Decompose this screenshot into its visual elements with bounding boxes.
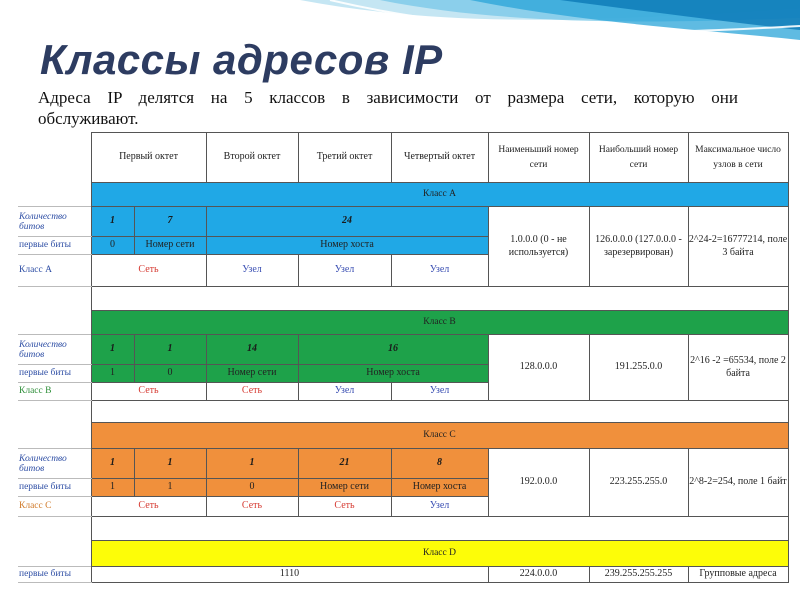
- class-d-first-bits: 1110: [91, 567, 488, 583]
- class-a-label: Класс А: [18, 255, 91, 287]
- class-b-band-row: [18, 311, 788, 335]
- class-a-role-1: Сеть: [91, 255, 206, 287]
- header-min-net: Наименьший номер сети: [488, 133, 589, 183]
- class-c-fb-4: Номер сети: [298, 479, 391, 497]
- bits-count-label: Количество битов: [18, 449, 91, 479]
- class-a-max-hosts: 2^24-2=16777214, поле 3 байта: [688, 207, 788, 287]
- class-c-bits-5: 8: [391, 449, 488, 479]
- class-b-label: Класс B: [18, 383, 91, 401]
- class-c-bits-2: 1: [134, 449, 206, 479]
- class-c-band: Класс C: [91, 423, 788, 449]
- slide-title: Классы адресов IP: [40, 36, 443, 83]
- slide-subtitle: Адреса IP делятся на 5 классов в зависимости от размера сети, которую они обслуживают.: [38, 88, 738, 128]
- class-a-role-4: Узел: [391, 255, 488, 287]
- class-c-bits-row: [18, 449, 788, 479]
- class-b-fb-1: 1: [91, 365, 134, 383]
- class-d-min-net: 224.0.0.0: [488, 567, 589, 583]
- first-bits-label: первые биты: [18, 365, 91, 383]
- class-c-role-4: Узел: [391, 497, 488, 517]
- class-d-max-net: 239.255.255.255: [589, 567, 688, 583]
- class-b-max-net: 191.255.0.0: [589, 335, 688, 401]
- class-a-bits-2: 7: [134, 207, 206, 237]
- class-b-fb-2: 0: [134, 365, 206, 383]
- class-c-label: Класс С: [18, 497, 91, 517]
- class-b-role-4: Узел: [391, 383, 488, 401]
- class-b-bits-3: 14: [206, 335, 298, 365]
- first-bits-label: первые биты: [18, 479, 91, 497]
- class-c-fb-2: 1: [134, 479, 206, 497]
- header-row: [18, 133, 788, 183]
- class-a-role-2: Узел: [206, 255, 298, 287]
- header-third-octet: Третий октет: [298, 133, 391, 183]
- class-b-bits-2: 1: [134, 335, 206, 365]
- class-c-bits-3: 1: [206, 449, 298, 479]
- class-a-fb-2: Номер сети: [134, 237, 206, 255]
- class-c-role-3: Сеть: [298, 497, 391, 517]
- class-a-band: Класс A: [91, 183, 788, 207]
- class-a-role-3: Узел: [298, 255, 391, 287]
- class-c-fb-1: 1: [91, 479, 134, 497]
- class-a-bits-1: 1: [91, 207, 134, 237]
- ip-classes-table: [18, 132, 789, 583]
- class-c-max-hosts: 2^8-2=254, поле 1 байт: [688, 449, 788, 517]
- header-max-net: Наибольший номер сети: [589, 133, 688, 183]
- class-a-bits-row: [18, 207, 788, 237]
- class-a-max-net: 126.0.0.0 (127.0.0.0 - зарезервирован): [589, 207, 688, 287]
- class-b-bits-4: 16: [298, 335, 488, 365]
- class-b-role-1: Сеть: [91, 383, 206, 401]
- class-a-band-row: [18, 183, 788, 207]
- class-c-band-row: [18, 423, 788, 449]
- header-max-hosts: Максимальное число узлов в сети: [688, 133, 788, 183]
- class-d-band: Класс D: [91, 541, 788, 567]
- header-second-octet: Второй октет: [206, 133, 298, 183]
- class-c-fb-3: 0: [206, 479, 298, 497]
- class-a-bits-3: 24: [206, 207, 488, 237]
- bits-count-label: Количество битов: [18, 207, 91, 237]
- header-first-octet: Первый октет: [91, 133, 206, 183]
- class-b-max-hosts: 2^16 -2 =65534, поле 2 байта: [688, 335, 788, 401]
- header-fourth-octet: Четвертый октет: [391, 133, 488, 183]
- class-d-max-hosts: Групповые адреса: [688, 567, 788, 583]
- class-b-min-net: 128.0.0.0: [488, 335, 589, 401]
- class-d-row: [18, 567, 788, 583]
- class-c-bits-1: 1: [91, 449, 134, 479]
- class-b-bits-1: 1: [91, 335, 134, 365]
- class-a-min-net: 1.0.0.0 (0 - не используется): [488, 207, 589, 287]
- class-d-band-row: [18, 541, 788, 567]
- class-b-bits-row: [18, 335, 788, 365]
- class-b-fb-3: Номер сети: [206, 365, 298, 383]
- class-a-fb-1: 0: [91, 237, 134, 255]
- class-c-fb-5: Номер хоста: [391, 479, 488, 497]
- class-c-max-net: 223.255.255.0: [589, 449, 688, 517]
- class-b-role-2: Сеть: [206, 383, 298, 401]
- class-c-bits-4: 21: [298, 449, 391, 479]
- class-c-role-1: Сеть: [91, 497, 206, 517]
- class-c-role-2: Сеть: [206, 497, 298, 517]
- class-b-fb-4: Номер хоста: [298, 365, 488, 383]
- bits-count-label: Количество битов: [18, 335, 91, 365]
- class-b-role-3: Узел: [298, 383, 391, 401]
- class-b-band: Класс B: [91, 311, 788, 335]
- first-bits-label: первые биты: [18, 237, 91, 255]
- first-bits-label: первые биты: [18, 567, 91, 583]
- class-a-fb-3: Номер хоста: [206, 237, 488, 255]
- class-c-min-net: 192.0.0.0: [488, 449, 589, 517]
